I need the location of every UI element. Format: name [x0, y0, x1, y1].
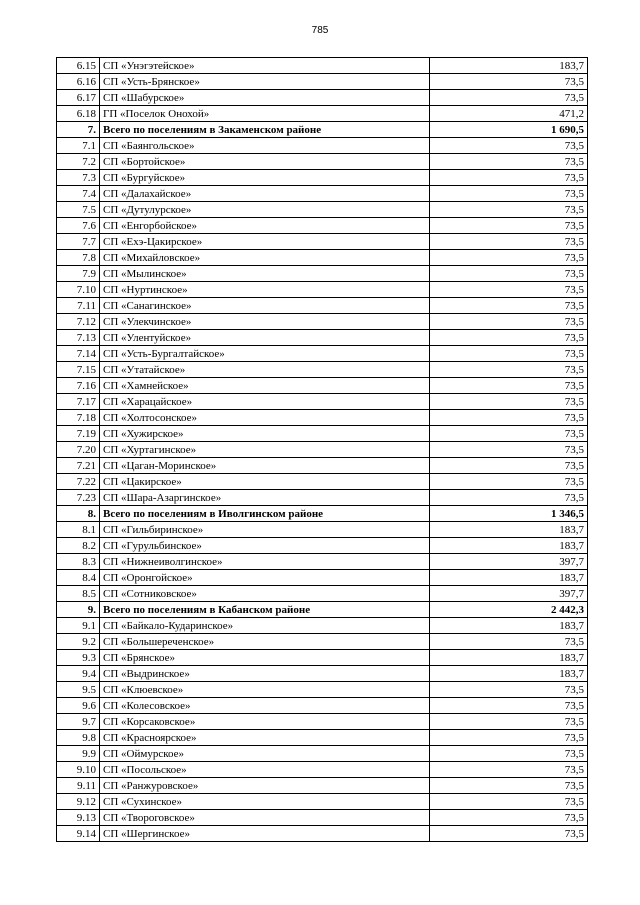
settlement-name: СП «Мылинское»	[100, 266, 430, 282]
table-row	[57, 282, 588, 298]
amount-value: 73,5	[430, 74, 588, 90]
table-row	[57, 298, 588, 314]
table-row	[57, 234, 588, 250]
amount-value: 73,5	[430, 394, 588, 410]
settlement-name: СП «Нуртинское»	[100, 282, 430, 298]
row-number: 7.5	[57, 202, 100, 218]
settlement-name: СП «Клюевское»	[100, 682, 430, 698]
row-number: 9.11	[57, 778, 100, 794]
settlement-name: СП «Усть-Бургалтайское»	[100, 346, 430, 362]
table-row	[57, 138, 588, 154]
amount-value: 73,5	[430, 698, 588, 714]
settlement-name: СП «Оймурское»	[100, 746, 430, 762]
amount-value: 183,7	[430, 538, 588, 554]
amount-value: 73,5	[430, 778, 588, 794]
row-number: 7.3	[57, 170, 100, 186]
amount-value: 73,5	[430, 490, 588, 506]
row-number: 6.16	[57, 74, 100, 90]
amount-value: 73,5	[430, 234, 588, 250]
row-number: 8.	[57, 506, 100, 522]
table-row	[57, 698, 588, 714]
settlement-name: СП «Баянгольское»	[100, 138, 430, 154]
settlement-name: СП «Хамнейское»	[100, 378, 430, 394]
row-number: 9.10	[57, 762, 100, 778]
row-number: 9.5	[57, 682, 100, 698]
table-row	[57, 266, 588, 282]
settlement-name: Всего по поселениям в Закаменском районе	[100, 122, 430, 138]
row-number: 7.6	[57, 218, 100, 234]
settlement-name: СП «Байкало-Кударинское»	[100, 618, 430, 634]
settlement-name: СП «Сухинское»	[100, 794, 430, 810]
amount-value: 73,5	[430, 330, 588, 346]
settlement-name: СП «Михайловское»	[100, 250, 430, 266]
amount-value: 397,7	[430, 586, 588, 602]
row-number: 7.1	[57, 138, 100, 154]
amount-value: 73,5	[430, 410, 588, 426]
amount-value: 73,5	[430, 794, 588, 810]
table-row-total	[57, 602, 588, 618]
amount-value: 397,7	[430, 554, 588, 570]
table-row	[57, 314, 588, 330]
table-row	[57, 634, 588, 650]
settlement-name: СП «Оронгойское»	[100, 570, 430, 586]
row-number: 9.3	[57, 650, 100, 666]
row-number: 9.7	[57, 714, 100, 730]
row-number: 8.3	[57, 554, 100, 570]
row-number: 9.4	[57, 666, 100, 682]
table-row	[57, 714, 588, 730]
page-number: 785	[311, 25, 329, 36]
table-row	[57, 618, 588, 634]
settlement-name: СП «Корсаковское»	[100, 714, 430, 730]
amount-value: 73,5	[430, 474, 588, 490]
table-row	[57, 170, 588, 186]
settlement-name: СП «Ехэ-Цакирское»	[100, 234, 430, 250]
table-row	[57, 570, 588, 586]
settlement-name: СП «Гурульбинское»	[100, 538, 430, 554]
row-number: 9.2	[57, 634, 100, 650]
table-row	[57, 346, 588, 362]
amount-value: 73,5	[430, 426, 588, 442]
settlements-table	[56, 57, 588, 842]
table-row	[57, 810, 588, 826]
amount-value: 73,5	[430, 90, 588, 106]
row-number: 7.21	[57, 458, 100, 474]
settlement-name: СП «Шергинское»	[100, 826, 430, 842]
row-number: 7.13	[57, 330, 100, 346]
row-number: 7.12	[57, 314, 100, 330]
table-row	[57, 186, 588, 202]
table-row	[57, 410, 588, 426]
table-row	[57, 394, 588, 410]
settlement-name: СП «Красноярское»	[100, 730, 430, 746]
settlement-name: СП «Далахайское»	[100, 186, 430, 202]
amount-value: 73,5	[430, 714, 588, 730]
amount-value: 183,7	[430, 666, 588, 682]
row-number: 7.9	[57, 266, 100, 282]
table-row	[57, 826, 588, 842]
row-number: 6.15	[57, 58, 100, 74]
row-number: 7.14	[57, 346, 100, 362]
table-row	[57, 74, 588, 90]
row-number: 7.19	[57, 426, 100, 442]
table-row	[57, 682, 588, 698]
row-number: 9.9	[57, 746, 100, 762]
amount-value: 183,7	[430, 650, 588, 666]
amount-value: 73,5	[430, 218, 588, 234]
row-number: 7.8	[57, 250, 100, 266]
table-row-total	[57, 506, 588, 522]
table-row	[57, 202, 588, 218]
amount-value: 2 442,3	[430, 602, 588, 618]
amount-value: 73,5	[430, 442, 588, 458]
settlement-name: СП «Нижнеиволгинское»	[100, 554, 430, 570]
amount-value: 73,5	[430, 170, 588, 186]
settlement-name: СП «Енгорбойское»	[100, 218, 430, 234]
amount-value: 73,5	[430, 154, 588, 170]
amount-value: 183,7	[430, 58, 588, 74]
settlement-name: СП «Хуртагинское»	[100, 442, 430, 458]
amount-value: 73,5	[430, 282, 588, 298]
table-body	[57, 58, 588, 842]
row-number: 7.16	[57, 378, 100, 394]
settlement-name: СП «Брянское»	[100, 650, 430, 666]
settlement-name: СП «Бургуйское»	[100, 170, 430, 186]
row-number: 8.2	[57, 538, 100, 554]
row-number: 9.	[57, 602, 100, 618]
row-number: 7.17	[57, 394, 100, 410]
settlement-name: СП «Унэгэтейское»	[100, 58, 430, 74]
row-number: 6.17	[57, 90, 100, 106]
settlement-name: СП «Харацайское»	[100, 394, 430, 410]
settlement-name: СП «Гильбиринское»	[100, 522, 430, 538]
table-row	[57, 90, 588, 106]
amount-value: 73,5	[430, 138, 588, 154]
table-row	[57, 154, 588, 170]
table-row	[57, 106, 588, 122]
settlement-name: СП «Шабурское»	[100, 90, 430, 106]
settlement-name: СП «Санагинское»	[100, 298, 430, 314]
settlement-name: СП «Цакирское»	[100, 474, 430, 490]
amount-value: 73,5	[430, 202, 588, 218]
row-number: 9.12	[57, 794, 100, 810]
table-row	[57, 586, 588, 602]
table-row	[57, 554, 588, 570]
amount-value: 73,5	[430, 746, 588, 762]
row-number: 8.1	[57, 522, 100, 538]
amount-value: 183,7	[430, 522, 588, 538]
amount-value: 73,5	[430, 298, 588, 314]
amount-value: 471,2	[430, 106, 588, 122]
row-number: 9.8	[57, 730, 100, 746]
settlement-name: СП «Бортойское»	[100, 154, 430, 170]
row-number: 9.6	[57, 698, 100, 714]
settlement-name: Всего по поселениям в Иволгинском районе	[100, 506, 430, 522]
settlement-name: СП «Улекчинское»	[100, 314, 430, 330]
row-number: 6.18	[57, 106, 100, 122]
amount-value: 73,5	[430, 314, 588, 330]
table-row	[57, 730, 588, 746]
table-row	[57, 746, 588, 762]
settlement-name: СП «Усть-Брянское»	[100, 74, 430, 90]
row-number: 7.2	[57, 154, 100, 170]
amount-value: 1 346,5	[430, 506, 588, 522]
table-row	[57, 522, 588, 538]
settlement-name: СП «Ранжуровское»	[100, 778, 430, 794]
row-number: 7.20	[57, 442, 100, 458]
table-row	[57, 666, 588, 682]
amount-value: 73,5	[430, 810, 588, 826]
amount-value: 73,5	[430, 378, 588, 394]
table-row	[57, 378, 588, 394]
amount-value: 1 690,5	[430, 122, 588, 138]
table-row	[57, 794, 588, 810]
row-number: 7.4	[57, 186, 100, 202]
settlement-name: СП «Твороговское»	[100, 810, 430, 826]
row-number: 9.14	[57, 826, 100, 842]
row-number: 7.10	[57, 282, 100, 298]
amount-value: 73,5	[430, 826, 588, 842]
row-number: 7.23	[57, 490, 100, 506]
settlement-name: СП «Утатайское»	[100, 362, 430, 378]
settlement-name: СП «Выдринское»	[100, 666, 430, 682]
row-number: 8.5	[57, 586, 100, 602]
row-number: 9.13	[57, 810, 100, 826]
table-row	[57, 538, 588, 554]
row-number: 7.7	[57, 234, 100, 250]
settlement-name: СП «Сотниковское»	[100, 586, 430, 602]
settlement-name: СП «Большереченское»	[100, 634, 430, 650]
amount-value: 73,5	[430, 458, 588, 474]
table-row	[57, 650, 588, 666]
amount-value: 183,7	[430, 570, 588, 586]
amount-value: 73,5	[430, 730, 588, 746]
amount-value: 183,7	[430, 618, 588, 634]
row-number: 9.1	[57, 618, 100, 634]
table-row	[57, 458, 588, 474]
row-number: 8.4	[57, 570, 100, 586]
table-row	[57, 362, 588, 378]
row-number: 7.22	[57, 474, 100, 490]
table-row	[57, 330, 588, 346]
settlement-name: СП «Холтосонское»	[100, 410, 430, 426]
settlement-name: СП «Хужирское»	[100, 426, 430, 442]
table-row-total	[57, 122, 588, 138]
table-row	[57, 490, 588, 506]
settlement-name: СП «Шара-Азаргинское»	[100, 490, 430, 506]
table-row	[57, 250, 588, 266]
settlement-name: СП «Посольское»	[100, 762, 430, 778]
settlement-name: СП «Дутулурское»	[100, 202, 430, 218]
table-row	[57, 218, 588, 234]
row-number: 7.	[57, 122, 100, 138]
table-row	[57, 778, 588, 794]
settlement-name: Всего по поселениям в Кабанском районе	[100, 602, 430, 618]
amount-value: 73,5	[430, 346, 588, 362]
row-number: 7.11	[57, 298, 100, 314]
row-number: 7.18	[57, 410, 100, 426]
table-row	[57, 474, 588, 490]
settlement-name: СП «Колесовское»	[100, 698, 430, 714]
table-row	[57, 426, 588, 442]
amount-value: 73,5	[430, 362, 588, 378]
settlement-name: СП «Улентуйское»	[100, 330, 430, 346]
amount-value: 73,5	[430, 186, 588, 202]
table-row	[57, 442, 588, 458]
amount-value: 73,5	[430, 682, 588, 698]
amount-value: 73,5	[430, 266, 588, 282]
settlement-name: ГП «Поселок Онохой»	[100, 106, 430, 122]
settlement-name: СП «Цаган-Моринское»	[100, 458, 430, 474]
table-row	[57, 762, 588, 778]
amount-value: 73,5	[430, 762, 588, 778]
amount-value: 73,5	[430, 250, 588, 266]
table-row	[57, 58, 588, 74]
row-number: 7.15	[57, 362, 100, 378]
amount-value: 73,5	[430, 634, 588, 650]
